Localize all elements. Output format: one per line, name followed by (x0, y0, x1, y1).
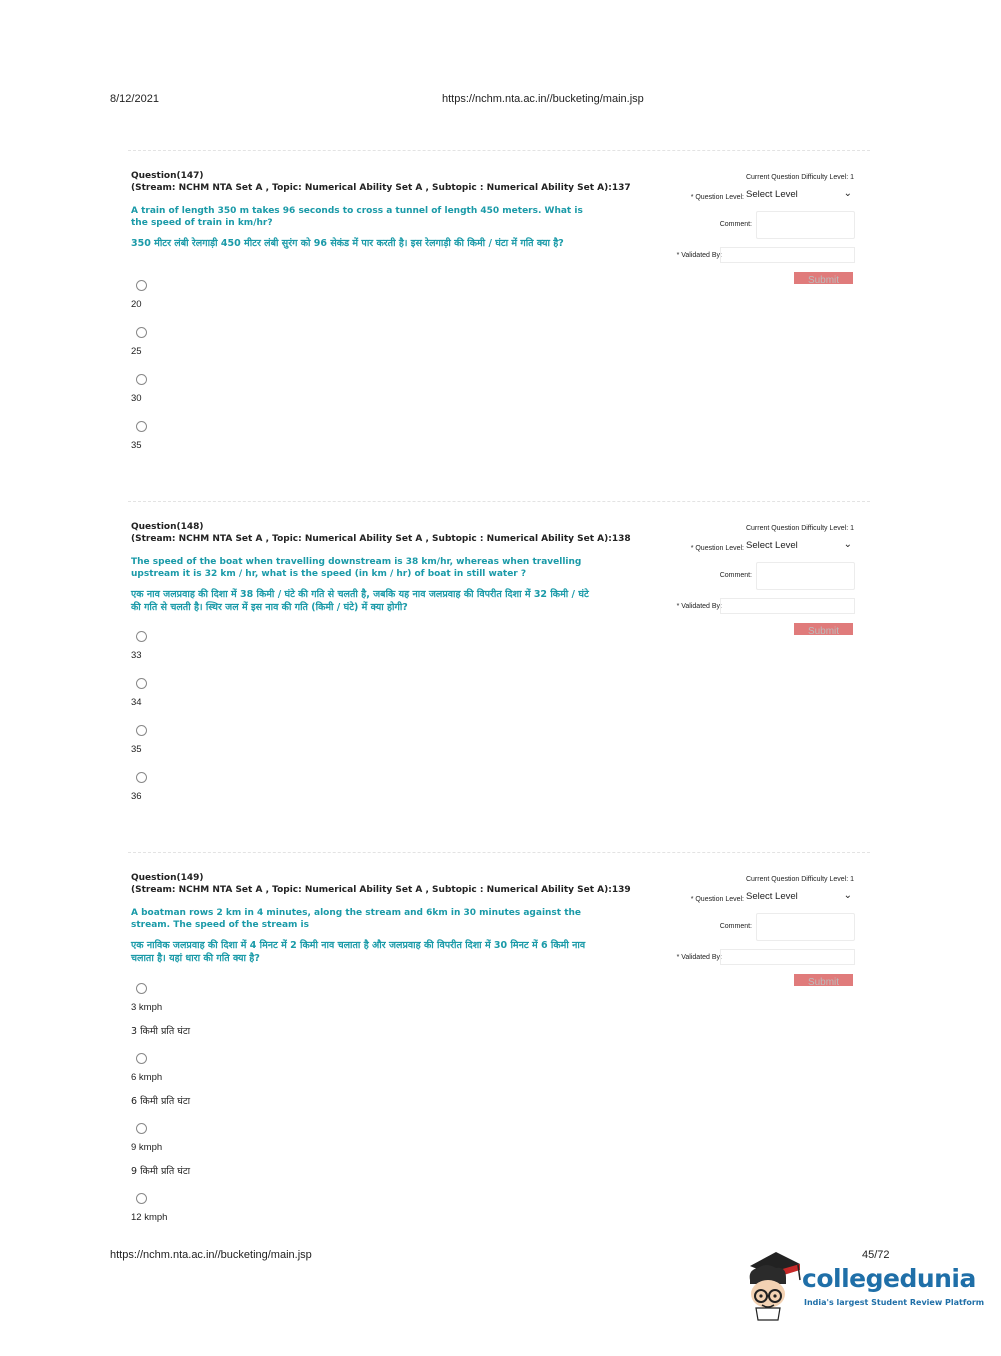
radio-button[interactable] (136, 631, 147, 642)
review-panel (658, 150, 858, 290)
radio-button[interactable] (136, 678, 147, 689)
comment-field[interactable] (756, 913, 855, 941)
radio-button[interactable] (136, 1193, 147, 1204)
submit-label: Submit (807, 275, 840, 284)
chevron-down-icon: ⌄ (843, 890, 852, 901)
question-text-hindi: एक नाव जलप्रवाह की दिशा में 38 किमी / घंटे की गति से चलती है, जबकि यह नाव जलप्रवाह की विपरीत दिशा में 32 किमी / घंटे की गति से चलती है। स्थिर जल में इस नाव की गति (किमी / घंटे) में क्या होगी? (131, 589, 589, 613)
page-number: 45/72 (862, 1249, 890, 1261)
validated-by-label: * Validated By: (676, 252, 722, 259)
question-level-select[interactable] (744, 539, 854, 554)
difficulty-level: Current Question Difficulty Level: 1 (745, 525, 854, 532)
radio-button[interactable] (136, 772, 147, 783)
radio-button[interactable] (136, 421, 147, 432)
option-label: 3 kmph (131, 1002, 163, 1013)
comment-field[interactable] (756, 562, 855, 590)
question-text-english: The speed of the boat when travelling downstream is 38 km/hr, whereas when travelling upstream it is 32 km / hr, what is the speed (in km / hr) of boat in still water ? (131, 557, 582, 579)
radio-button[interactable] (136, 374, 147, 385)
option-label-hindi: 3 किमी प्रति घंटा (131, 1026, 191, 1037)
comment-field[interactable] (756, 211, 855, 239)
option-label: 30 (131, 393, 142, 404)
option-label: 36 (131, 791, 142, 802)
logo-tagline: India's largest Student Review Platform (804, 1298, 985, 1307)
comment-label: Comment: (719, 572, 752, 579)
submit-label: Submit (807, 977, 840, 986)
select-value: Select Level (746, 189, 798, 200)
question-block (128, 150, 870, 495)
question-stream: (Stream: NCHM NTA Set A , Topic: Numerical Ability Set A , Subtopic : Numerical Ability Set A):138 (131, 534, 631, 544)
option-label: 33 (131, 650, 142, 661)
option-label: 25 (131, 346, 142, 357)
validated-by-field[interactable] (720, 598, 855, 614)
question-block (128, 852, 870, 1232)
option-label: 34 (131, 697, 142, 708)
question-text-hindi: 350 मीटर लंबी रेलगाड़ी 450 मीटर लंबी सुरंग को 96 सेकंड में पार करती है। इस रेलगाड़ी की किमी / घंटा में गति क्या है? (131, 238, 564, 249)
question-number: Question(147) (131, 171, 204, 181)
question-number: Question(149) (131, 873, 204, 883)
submit-button[interactable] (794, 974, 853, 986)
option-label: 9 kmph (131, 1142, 163, 1153)
review-panel (658, 501, 858, 641)
validated-by-label: * Validated By: (676, 954, 722, 961)
chevron-down-icon: ⌄ (843, 188, 852, 199)
validated-by-field[interactable] (720, 247, 855, 263)
print-footer-url: https://nchm.nta.ac.in//bucketing/main.jsp (110, 1249, 312, 1261)
comment-label: Comment: (719, 221, 752, 228)
question-text-hindi: एक नाविक जलप्रवाह की दिशा में 4 मिनट में 2 किमी नाव चलाता है और जलप्रवाह की विपरीत दिशा में 30 मिनट में 6 किमी नाव चलाता है। यहां धारा की गति क्या है? (131, 940, 586, 964)
question-level-label: * Question Level: (690, 896, 744, 903)
submit-label: Submit (807, 626, 840, 635)
radio-button[interactable] (136, 725, 147, 736)
option-label: 12 kmph (131, 1212, 168, 1223)
option-label: 35 (131, 744, 142, 755)
difficulty-level: Current Question Difficulty Level: 1 (745, 876, 854, 883)
question-level-label: * Question Level: (690, 545, 744, 552)
radio-button[interactable] (136, 327, 147, 338)
question-level-select[interactable] (744, 188, 854, 203)
question-header (131, 170, 631, 194)
question-block (128, 501, 870, 846)
logo-wordmark: collegedunia (802, 1264, 976, 1293)
question-header (131, 521, 631, 545)
question-level-select[interactable] (744, 890, 854, 905)
submit-button[interactable] (794, 623, 853, 635)
option-label: 35 (131, 440, 142, 451)
question-number: Question(148) (131, 522, 204, 532)
select-value: Select Level (746, 540, 798, 551)
option-label-hindi: 9 किमी प्रति घंटा (131, 1166, 191, 1177)
radio-button[interactable] (136, 1053, 147, 1064)
review-panel (658, 852, 858, 992)
question-header (131, 872, 631, 896)
question-stream: (Stream: NCHM NTA Set A , Topic: Numerical Ability Set A , Subtopic : Numerical Ability Set A):139 (131, 885, 631, 895)
difficulty-level: Current Question Difficulty Level: 1 (745, 174, 854, 181)
comment-label: Comment: (719, 923, 752, 930)
radio-button[interactable] (136, 280, 147, 291)
collegedunia-logo (742, 1250, 985, 1322)
print-header-url: https://nchm.nta.ac.in//bucketing/main.jsp (442, 93, 644, 105)
radio-button[interactable] (136, 983, 147, 994)
question-level-label: * Question Level: (690, 194, 744, 201)
question-text-english: A boatman rows 2 km in 4 minutes, along the stream and 6km in 30 minutes against the stream. The speed of the stream is (131, 908, 582, 930)
option-label-hindi: 6 किमी प्रति घंटा (131, 1096, 191, 1107)
question-text-english: A train of length 350 m takes 96 seconds to cross a tunnel of length 450 meters. What is the speed of train in km/hr? (131, 206, 583, 228)
radio-button[interactable] (136, 1123, 147, 1134)
option-label: 6 kmph (131, 1072, 163, 1083)
option-label: 20 (131, 299, 142, 310)
question-stream: (Stream: NCHM NTA Set A , Topic: Numerical Ability Set A , Subtopic : Numerical Ability Set A):137 (131, 183, 631, 193)
validated-by-label: * Validated By: (676, 603, 722, 610)
validated-by-field[interactable] (720, 949, 855, 965)
select-value: Select Level (746, 891, 798, 902)
submit-button[interactable] (794, 272, 853, 284)
mascot-icon (742, 1250, 804, 1322)
chevron-down-icon: ⌄ (843, 539, 852, 550)
print-date: 8/12/2021 (110, 93, 159, 105)
